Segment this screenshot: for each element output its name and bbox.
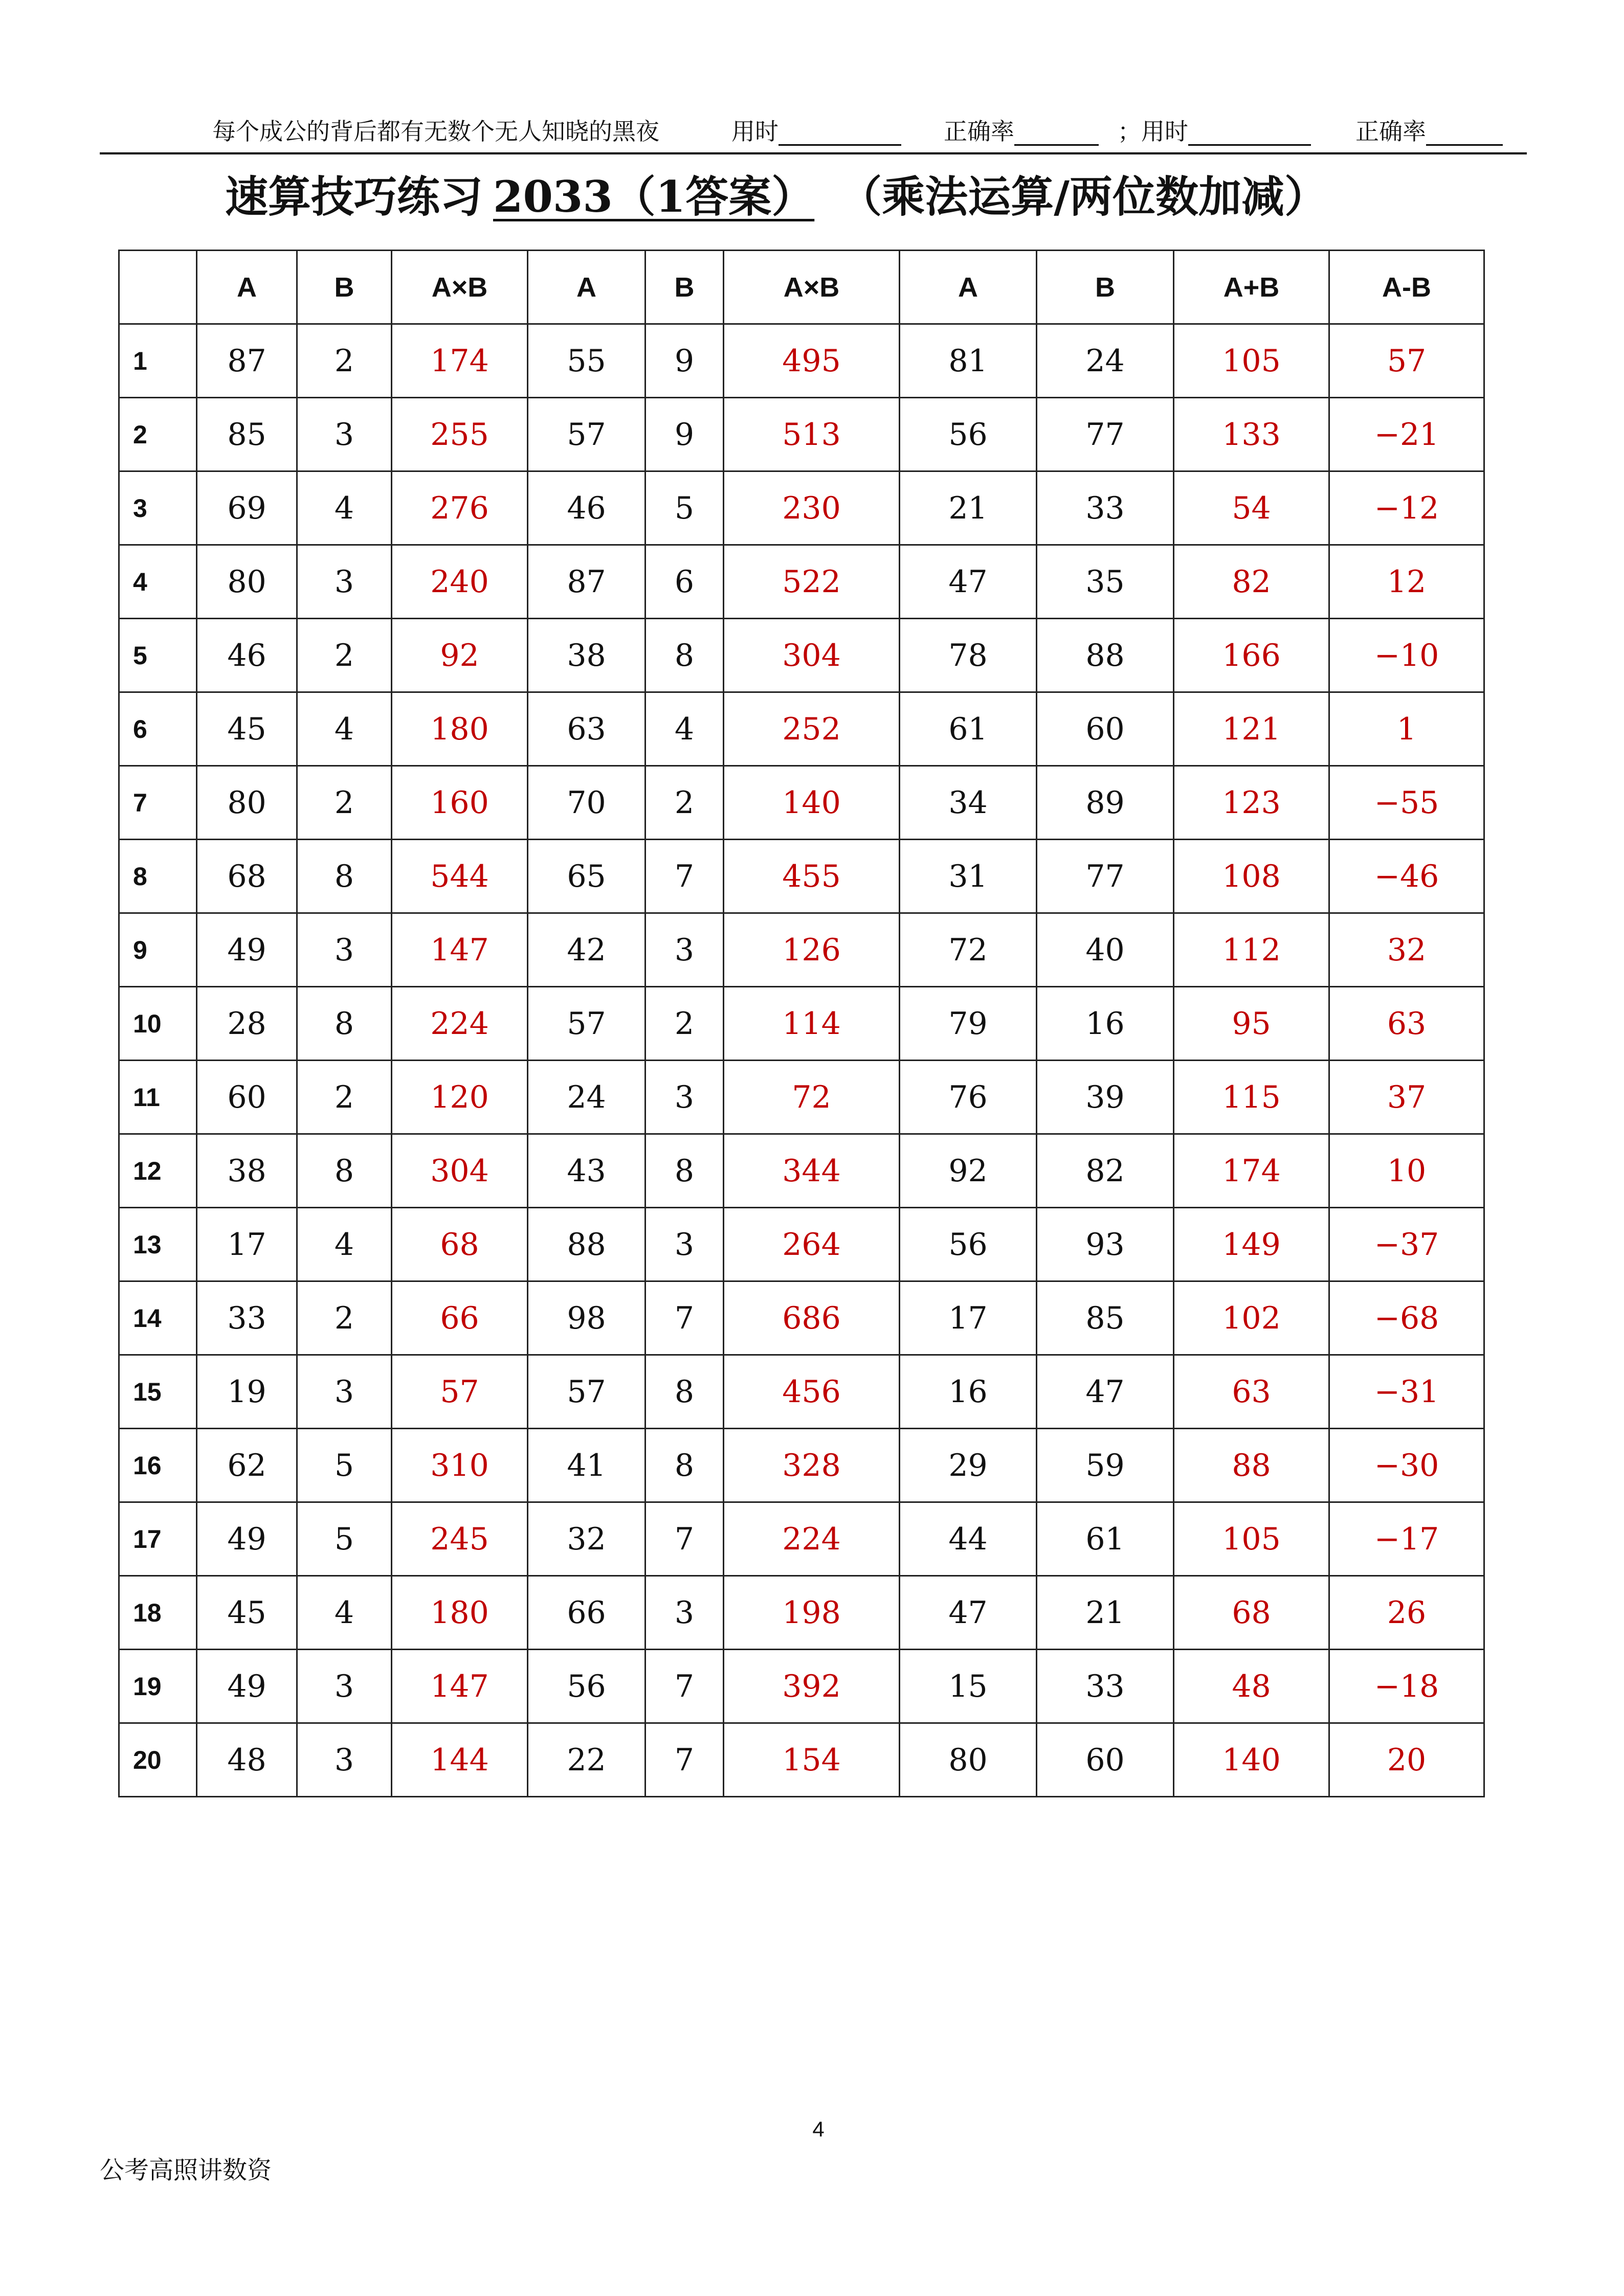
- cell-difference: 37: [1329, 1061, 1484, 1134]
- cell-a2: 57: [528, 1355, 646, 1429]
- table-row: [119, 987, 1484, 1061]
- separator: ；: [1118, 118, 1141, 145]
- cell-a1: 45: [197, 692, 297, 766]
- cell-a3: 15: [900, 1650, 1037, 1723]
- cell-a1: 33: [197, 1281, 297, 1355]
- cell-sum: 105: [1174, 324, 1329, 398]
- cell-a2: 38: [528, 619, 646, 692]
- cell-b3: 33: [1037, 471, 1174, 545]
- title-subtitle: （乘法运算/两位数加减）: [860, 171, 1327, 222]
- cell-row-index: 5: [119, 619, 197, 692]
- cell-b2: 2: [646, 987, 724, 1061]
- cell-row-index: 15: [119, 1355, 197, 1429]
- cell-product2: 304: [724, 619, 900, 692]
- cell-product2: 230: [724, 471, 900, 545]
- cell-difference: −18: [1329, 1650, 1484, 1723]
- cell-row-index: 10: [119, 987, 197, 1061]
- cell-b1: 8: [297, 1134, 392, 1208]
- cell-a3: 34: [900, 766, 1037, 840]
- cell-a2: 65: [528, 840, 646, 913]
- cell-difference: −46: [1329, 840, 1484, 913]
- cell-product1: 66: [392, 1281, 528, 1355]
- cell-b3: 89: [1037, 766, 1174, 840]
- cell-product1: 92: [392, 619, 528, 692]
- cell-difference: −37: [1329, 1208, 1484, 1281]
- accuracy-blank-2[interactable]: [1426, 126, 1503, 146]
- cell-product2: 264: [724, 1208, 900, 1281]
- cell-a2: 42: [528, 913, 646, 987]
- cell-b2: 7: [646, 1281, 724, 1355]
- header-a1: A: [197, 251, 297, 324]
- cell-b1: 2: [297, 619, 392, 692]
- cell-a3: 72: [900, 913, 1037, 987]
- cell-a1: 80: [197, 545, 297, 619]
- cell-b1: 4: [297, 692, 392, 766]
- cell-difference: 26: [1329, 1576, 1484, 1650]
- cell-sum: 95: [1174, 987, 1329, 1061]
- cell-b2: 6: [646, 545, 724, 619]
- cell-a1: 80: [197, 766, 297, 840]
- header-index: [119, 251, 197, 324]
- table-row: [119, 324, 1484, 398]
- cell-b2: 7: [646, 1502, 724, 1576]
- cell-a3: 16: [900, 1355, 1037, 1429]
- cell-product1: 120: [392, 1061, 528, 1134]
- cell-product1: 245: [392, 1502, 528, 1576]
- table-row: [119, 471, 1484, 545]
- cell-row-index: 7: [119, 766, 197, 840]
- cell-b2: 2: [646, 766, 724, 840]
- cell-difference: −21: [1329, 398, 1484, 471]
- cell-sum: 115: [1174, 1061, 1329, 1134]
- cell-difference: 57: [1329, 324, 1484, 398]
- cell-a3: 31: [900, 840, 1037, 913]
- cell-b3: 60: [1037, 692, 1174, 766]
- accuracy-blank-1[interactable]: [1014, 126, 1099, 146]
- time-label-2: 用时: [1141, 118, 1188, 145]
- cell-product1: 147: [392, 1650, 528, 1723]
- cell-sum: 149: [1174, 1208, 1329, 1281]
- cell-a3: 80: [900, 1723, 1037, 1797]
- cell-sum: 121: [1174, 692, 1329, 766]
- table-row: [119, 619, 1484, 692]
- header-b3: B: [1037, 251, 1174, 324]
- header-a3: A: [900, 251, 1037, 324]
- cell-difference: 10: [1329, 1134, 1484, 1208]
- cell-b1: 3: [297, 1723, 392, 1797]
- cell-product2: 252: [724, 692, 900, 766]
- page-header: [100, 111, 1527, 154]
- cell-b2: 8: [646, 1134, 724, 1208]
- header-sum: A+B: [1174, 251, 1329, 324]
- cell-a3: 21: [900, 471, 1037, 545]
- cell-b1: 5: [297, 1429, 392, 1502]
- time-field-1: [731, 119, 778, 144]
- cell-b3: 59: [1037, 1429, 1174, 1502]
- cell-b1: 5: [297, 1502, 392, 1576]
- time-blank-2[interactable]: [1188, 126, 1311, 146]
- accuracy-label-2: 正确率: [1355, 118, 1426, 145]
- cell-a2: 57: [528, 398, 646, 471]
- cell-b2: 7: [646, 1723, 724, 1797]
- table-header-row: [119, 251, 1484, 324]
- cell-product1: 160: [392, 766, 528, 840]
- cell-b1: 3: [297, 913, 392, 987]
- header-difference: A-B: [1329, 251, 1484, 324]
- cell-b1: 8: [297, 987, 392, 1061]
- cell-a3: 78: [900, 619, 1037, 692]
- cell-sum: 48: [1174, 1650, 1329, 1723]
- cell-row-index: 2: [119, 398, 197, 471]
- cell-difference: 63: [1329, 987, 1484, 1061]
- cell-a1: 60: [197, 1061, 297, 1134]
- table-row: [119, 692, 1484, 766]
- table-row: [119, 1061, 1484, 1134]
- cell-b2: 7: [646, 1650, 724, 1723]
- cell-product1: 255: [392, 398, 528, 471]
- cell-a3: 61: [900, 692, 1037, 766]
- cell-a2: 88: [528, 1208, 646, 1281]
- cell-product2: 495: [724, 324, 900, 398]
- footer-text: 公考高照讲数资: [100, 2156, 272, 2185]
- cell-product1: 147: [392, 913, 528, 987]
- cell-b1: 2: [297, 1281, 392, 1355]
- cell-product1: 276: [392, 471, 528, 545]
- cell-b1: 2: [297, 324, 392, 398]
- cell-b2: 7: [646, 840, 724, 913]
- cell-a3: 79: [900, 987, 1037, 1061]
- cell-a1: 49: [197, 913, 297, 987]
- cell-b2: 8: [646, 1429, 724, 1502]
- page-title: [225, 169, 1327, 225]
- cell-b2: 3: [646, 1576, 724, 1650]
- cell-b1: 4: [297, 1576, 392, 1650]
- cell-difference: 32: [1329, 913, 1484, 987]
- cell-row-index: 17: [119, 1502, 197, 1576]
- cell-a1: 19: [197, 1355, 297, 1429]
- cell-b3: 39: [1037, 1061, 1174, 1134]
- cell-sum: 166: [1174, 619, 1329, 692]
- cell-row-index: 16: [119, 1429, 197, 1502]
- cell-a2: 66: [528, 1576, 646, 1650]
- cell-product2: 522: [724, 545, 900, 619]
- cell-b3: 88: [1037, 619, 1174, 692]
- cell-product2: 198: [724, 1576, 900, 1650]
- cell-difference: −68: [1329, 1281, 1484, 1355]
- cell-product2: 686: [724, 1281, 900, 1355]
- title-main: 速算技巧练习: [225, 171, 483, 222]
- cell-b1: 3: [297, 1650, 392, 1723]
- cell-product2: 513: [724, 398, 900, 471]
- cell-sum: 133: [1174, 398, 1329, 471]
- cell-sum: 140: [1174, 1723, 1329, 1797]
- cell-b3: 77: [1037, 398, 1174, 471]
- cell-product1: 57: [392, 1355, 528, 1429]
- cell-b3: 93: [1037, 1208, 1174, 1281]
- cell-product2: 114: [724, 987, 900, 1061]
- cell-product2: 126: [724, 913, 900, 987]
- cell-a3: 92: [900, 1134, 1037, 1208]
- cell-b3: 35: [1037, 545, 1174, 619]
- cell-product1: 174: [392, 324, 528, 398]
- cell-b3: 33: [1037, 1650, 1174, 1723]
- cell-difference: −30: [1329, 1429, 1484, 1502]
- cell-a2: 98: [528, 1281, 646, 1355]
- cell-b2: 9: [646, 398, 724, 471]
- table-row: [119, 1134, 1484, 1208]
- cell-b3: 47: [1037, 1355, 1174, 1429]
- cell-a3: 47: [900, 545, 1037, 619]
- cell-a1: 49: [197, 1650, 297, 1723]
- cell-row-index: 18: [119, 1576, 197, 1650]
- cell-product2: 392: [724, 1650, 900, 1723]
- cell-product1: 544: [392, 840, 528, 913]
- table-row: [119, 913, 1484, 987]
- cell-row-index: 12: [119, 1134, 197, 1208]
- cell-b2: 3: [646, 1208, 724, 1281]
- cell-sum: 102: [1174, 1281, 1329, 1355]
- table-row: [119, 545, 1484, 619]
- cell-row-index: 3: [119, 471, 197, 545]
- cell-row-index: 20: [119, 1723, 197, 1797]
- header-b2: B: [646, 251, 724, 324]
- cell-row-index: 11: [119, 1061, 197, 1134]
- cell-a1: 46: [197, 619, 297, 692]
- cell-product1: 240: [392, 545, 528, 619]
- cell-row-index: 9: [119, 913, 197, 987]
- cell-a2: 87: [528, 545, 646, 619]
- cell-a2: 32: [528, 1502, 646, 1576]
- cell-product2: 455: [724, 840, 900, 913]
- header-product2: A×B: [724, 251, 900, 324]
- cell-sum: 63: [1174, 1355, 1329, 1429]
- cell-a1: 49: [197, 1502, 297, 1576]
- cell-difference: 12: [1329, 545, 1484, 619]
- cell-a2: 57: [528, 987, 646, 1061]
- accuracy-label-1: 正确率: [944, 118, 1014, 145]
- cell-a1: 68: [197, 840, 297, 913]
- cell-product2: 224: [724, 1502, 900, 1576]
- cell-row-index: 6: [119, 692, 197, 766]
- cell-row-index: 8: [119, 840, 197, 913]
- cell-sum: 105: [1174, 1502, 1329, 1576]
- cell-product1: 310: [392, 1429, 528, 1502]
- cell-a2: 43: [528, 1134, 646, 1208]
- cell-b3: 60: [1037, 1723, 1174, 1797]
- cell-a3: 29: [900, 1429, 1037, 1502]
- cell-b1: 2: [297, 1061, 392, 1134]
- table-row: [119, 766, 1484, 840]
- cell-product2: 456: [724, 1355, 900, 1429]
- cell-a1: 28: [197, 987, 297, 1061]
- cell-a2: 22: [528, 1723, 646, 1797]
- cell-difference: 20: [1329, 1723, 1484, 1797]
- cell-product2: 140: [724, 766, 900, 840]
- cell-b2: 8: [646, 1355, 724, 1429]
- cell-a1: 69: [197, 471, 297, 545]
- cell-sum: 68: [1174, 1576, 1329, 1650]
- cell-a3: 17: [900, 1281, 1037, 1355]
- accuracy-field-1: [944, 119, 1014, 144]
- cell-row-index: 1: [119, 324, 197, 398]
- cell-product1: 224: [392, 987, 528, 1061]
- cell-sum: 174: [1174, 1134, 1329, 1208]
- cell-sum: 54: [1174, 471, 1329, 545]
- cell-sum: 112: [1174, 913, 1329, 987]
- cell-b3: 77: [1037, 840, 1174, 913]
- table-row: [119, 1355, 1484, 1429]
- cell-difference: −17: [1329, 1502, 1484, 1576]
- title-code: 2033（1答案）: [493, 171, 815, 222]
- table-row: [119, 1576, 1484, 1650]
- cell-a3: 76: [900, 1061, 1037, 1134]
- cell-b3: 21: [1037, 1576, 1174, 1650]
- cell-b3: 85: [1037, 1281, 1174, 1355]
- cell-b2: 5: [646, 471, 724, 545]
- cell-b1: 4: [297, 471, 392, 545]
- cell-row-index: 4: [119, 545, 197, 619]
- cell-b2: 8: [646, 619, 724, 692]
- cell-row-index: 19: [119, 1650, 197, 1723]
- cell-b3: 82: [1037, 1134, 1174, 1208]
- cell-difference: −12: [1329, 471, 1484, 545]
- cell-a1: 62: [197, 1429, 297, 1502]
- cell-difference: 1: [1329, 692, 1484, 766]
- table-row: [119, 1650, 1484, 1723]
- cell-a2: 70: [528, 766, 646, 840]
- time-label-1: 用时: [731, 118, 778, 145]
- cell-b1: 3: [297, 398, 392, 471]
- cell-a1: 38: [197, 1134, 297, 1208]
- cell-a1: 87: [197, 324, 297, 398]
- cell-b2: 9: [646, 324, 724, 398]
- table-row: [119, 1281, 1484, 1355]
- cell-product2: 72: [724, 1061, 900, 1134]
- cell-product1: 180: [392, 692, 528, 766]
- cell-a1: 17: [197, 1208, 297, 1281]
- table-row: [119, 1723, 1484, 1797]
- motto-text: 每个成公的背后都有无数个无人知晓的黑夜: [212, 118, 659, 145]
- cell-b1: 3: [297, 1355, 392, 1429]
- cell-b1: 8: [297, 840, 392, 913]
- cell-a1: 45: [197, 1576, 297, 1650]
- cell-b1: 4: [297, 1208, 392, 1281]
- cell-a3: 44: [900, 1502, 1037, 1576]
- cell-sum: 82: [1174, 545, 1329, 619]
- table-row: [119, 1502, 1484, 1576]
- table-row: [119, 1429, 1484, 1502]
- accuracy-field-2: [1355, 119, 1426, 144]
- cell-product2: 344: [724, 1134, 900, 1208]
- page-number: 4: [812, 2117, 825, 2141]
- cell-difference: −31: [1329, 1355, 1484, 1429]
- cell-a2: 46: [528, 471, 646, 545]
- header-product1: A×B: [392, 251, 528, 324]
- time-blank-1[interactable]: [778, 126, 901, 146]
- header-a2: A: [528, 251, 646, 324]
- cell-product2: 154: [724, 1723, 900, 1797]
- cell-row-index: 14: [119, 1281, 197, 1355]
- cell-a1: 48: [197, 1723, 297, 1797]
- cell-a2: 56: [528, 1650, 646, 1723]
- cell-product2: 328: [724, 1429, 900, 1502]
- cell-a3: 47: [900, 1576, 1037, 1650]
- time-field-2: [1118, 119, 1188, 144]
- table-row: [119, 398, 1484, 471]
- cell-b3: 16: [1037, 987, 1174, 1061]
- cell-a3: 56: [900, 398, 1037, 471]
- cell-row-index: 13: [119, 1208, 197, 1281]
- cell-sum: 108: [1174, 840, 1329, 913]
- practice-table: [118, 250, 1485, 1797]
- cell-a2: 41: [528, 1429, 646, 1502]
- cell-b1: 3: [297, 545, 392, 619]
- cell-b2: 4: [646, 692, 724, 766]
- cell-a1: 85: [197, 398, 297, 471]
- cell-b2: 3: [646, 913, 724, 987]
- cell-a2: 55: [528, 324, 646, 398]
- cell-difference: −55: [1329, 766, 1484, 840]
- cell-a3: 56: [900, 1208, 1037, 1281]
- cell-b1: 2: [297, 766, 392, 840]
- cell-product1: 144: [392, 1723, 528, 1797]
- cell-b3: 24: [1037, 324, 1174, 398]
- cell-sum: 123: [1174, 766, 1329, 840]
- cell-b3: 40: [1037, 913, 1174, 987]
- cell-a2: 63: [528, 692, 646, 766]
- cell-difference: −10: [1329, 619, 1484, 692]
- cell-sum: 88: [1174, 1429, 1329, 1502]
- cell-a2: 24: [528, 1061, 646, 1134]
- cell-b2: 3: [646, 1061, 724, 1134]
- header-b1: B: [297, 251, 392, 324]
- table-row: [119, 840, 1484, 913]
- cell-b3: 61: [1037, 1502, 1174, 1576]
- cell-product1: 68: [392, 1208, 528, 1281]
- cell-product1: 180: [392, 1576, 528, 1650]
- cell-a3: 81: [900, 324, 1037, 398]
- table-row: [119, 1208, 1484, 1281]
- cell-product1: 304: [392, 1134, 528, 1208]
